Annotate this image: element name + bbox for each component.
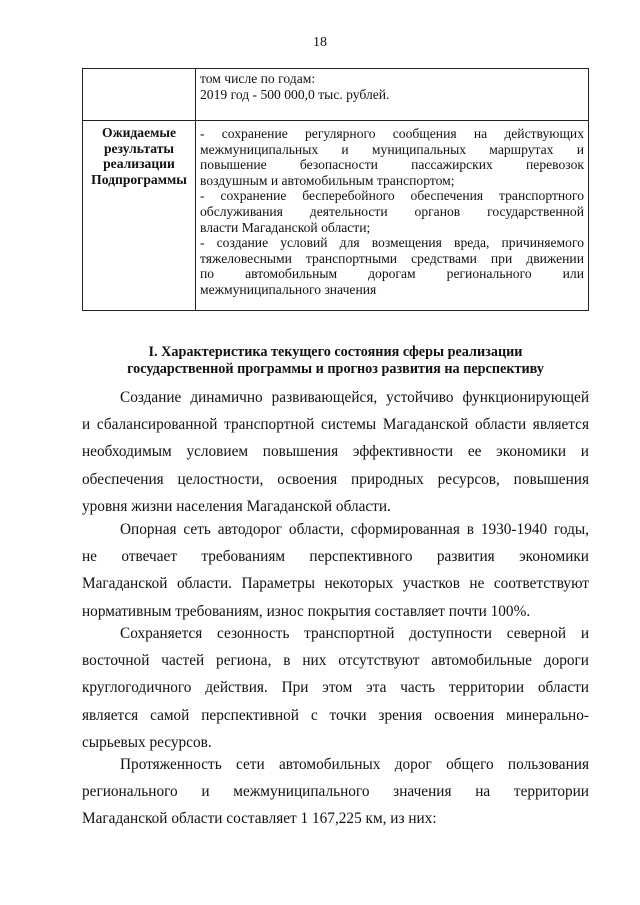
- paragraph-3: [82, 620, 589, 756]
- result-line: - сохранение бесперебойного обеспечения транспортного: [200, 188, 584, 204]
- paragraph-line: Опорная сеть автодорог области, сформированная в 1930-1940 годы,: [120, 521, 589, 538]
- expected-results-text: [196, 121, 589, 311]
- paragraph-2: [82, 516, 589, 625]
- paragraph-line: является самой перспективной с точки зрения освоения минерально-: [82, 706, 589, 724]
- label-line: Ожидаемые: [101, 125, 177, 140]
- paragraph-line: Создание динамично развивающейся, устойчиво функционирующей: [120, 389, 589, 406]
- section-heading: [82, 344, 589, 378]
- result-line: повышение безопасности пассажирских перевозок: [200, 157, 584, 173]
- paragraph-line: круглогодичного действия. При этом эта часть территории области: [82, 679, 589, 697]
- label-line: реализации: [103, 156, 175, 172]
- paragraph-line: Магаданской области. Параметры некоторых участков не соответствуют: [82, 575, 589, 593]
- table-cell-value: [196, 69, 589, 121]
- paragraph-line: Магаданской области составляет 1 167,225 км, из них:: [82, 810, 437, 828]
- paragraph-line: не отвечает требованиям перспективного развития экономики: [82, 548, 589, 566]
- funding-line: том числе по годам:: [200, 71, 316, 86]
- heading-line: государственной программы и прогноз развития на перспективу: [127, 361, 544, 377]
- table-row: [83, 121, 589, 311]
- paragraph-1: [82, 384, 589, 520]
- paragraph-line: регионального и межмуниципального значения на территории: [82, 783, 589, 801]
- subprogram-passport-table: [82, 68, 589, 311]
- result-line: - сохранение регулярного сообщения на действующих: [200, 126, 584, 141]
- paragraph-line: и сбалансированной транспортной системы Магаданской области является: [82, 416, 589, 434]
- result-line: по автомобильным дорогам регионального или: [200, 266, 584, 282]
- table-row: [83, 69, 589, 121]
- result-line: тяжеловесными транспортными средствами при движении: [200, 250, 584, 266]
- result-line: межмуниципальных и муниципальных маршрутах и: [200, 141, 584, 157]
- result-line: - создание условий для возмещения вреда, причиняемого: [200, 235, 584, 251]
- result-line: власти Магаданской области;: [200, 219, 371, 235]
- paragraph-line: нормативным требованиям, износ покрытия составляет почти 100%.: [82, 602, 531, 620]
- result-line: межмуниципального значения: [200, 281, 377, 297]
- label-line: результаты: [103, 140, 175, 156]
- paragraph-line: восточной частей региона, в них отсутствуют автомобильные дороги: [82, 652, 589, 670]
- paragraph-line: уровня жизни населения Магаданской области.: [82, 497, 391, 515]
- label-line: Подпрограммы: [91, 171, 187, 187]
- result-line: воздушным и автомобильным транспортом;: [200, 172, 455, 188]
- result-line: обслуживания деятельности органов государственной: [200, 203, 584, 219]
- paragraph-line: Протяженность сети автомобильных дорог общего пользования: [120, 756, 589, 773]
- funding-line: 2019 год - 500 000,0 тыс. рублей.: [200, 86, 390, 102]
- paragraph-4: [82, 751, 589, 833]
- heading-line: I. Характеристика текущего состояния сферы реализации: [148, 344, 523, 360]
- page-number: 18: [313, 35, 327, 50]
- expected-results-label: [83, 121, 196, 311]
- paragraph-line: Сохраняется сезонность транспортной доступности северной и: [120, 625, 589, 642]
- table-cell-label: [83, 69, 196, 121]
- paragraph-line: обеспечения целостности, освоения природных ресурсов, повышения: [82, 470, 589, 488]
- paragraph-line: сырьевых ресурсов.: [82, 733, 212, 751]
- paragraph-line: необходимым условием повышения эффективности ее экономики и: [82, 443, 589, 461]
